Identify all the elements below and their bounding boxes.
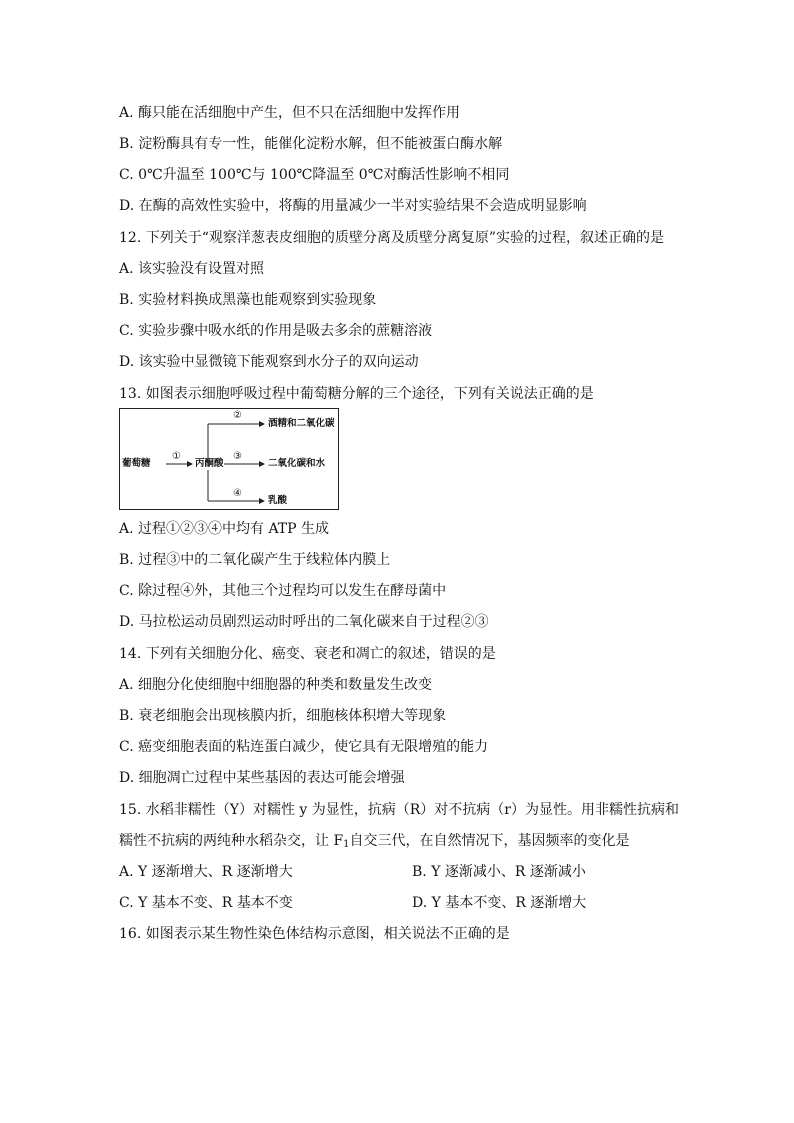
q14-option-d: D. 细胞凋亡过程中某些基因的表达可能会增强 bbox=[119, 770, 405, 786]
q12-option-b: B. 实验材料换成黑藻也能观察到实验现象 bbox=[119, 292, 377, 308]
q13-stem: 13. 如图表示细胞呼吸过程中葡萄糖分解的三个途径，下列有关说法正确的是 bbox=[119, 386, 594, 402]
q14-option-a: A. 细胞分化使细胞中细胞器的种类和数量发生改变 bbox=[119, 677, 433, 693]
q15-stem-line-1: 15. 水稻非糯性（Y）对糯性 y 为显性，抗病（R）对不抗病（r）为显性。用非糯性抗病和 bbox=[119, 802, 679, 818]
q15-stem-text-a: 糯性不抗病的两纯种水稻杂交，让 F bbox=[119, 833, 344, 849]
label-glucose: 葡萄糖 bbox=[122, 458, 151, 469]
step-2-marker: ② bbox=[233, 410, 242, 421]
q14-stem: 14. 下列有关细胞分化、癌变、衰老和凋亡的叙述，错误的是 bbox=[119, 646, 496, 662]
q11-option-b: B. 淀粉酶具有专一性，能催化淀粉水解，但不能被蛋白酶水解 bbox=[119, 136, 503, 152]
q15-option-a: A. Y 逐渐增大、R 逐渐增大 bbox=[119, 864, 293, 880]
q15-option-c: C. Y 基本不变、R 基本不变 bbox=[119, 895, 293, 911]
q12-option-d: D. 该实验中显微镜下能观察到水分子的双向运动 bbox=[119, 354, 419, 370]
q13-option-c: C. 除过程④外，其他三个过程均可以发生在酵母菌中 bbox=[119, 583, 447, 599]
q15-option-b: B. Y 逐渐减小、R 逐渐减小 bbox=[412, 864, 586, 880]
q11-option-c: C. 0℃升温至 100℃与 100℃降温至 0℃对酶活性影响不相同 bbox=[119, 167, 510, 183]
q14-option-c: C. 癌变细胞表面的粘连蛋白减少，使它具有无限增殖的能力 bbox=[119, 739, 489, 755]
q16-stem: 16. 如图表示某生物性染色体结构示意图，相关说法不正确的是 bbox=[119, 926, 510, 942]
q14-option-b: B. 衰老细胞会出现核膜内折，细胞核体积增大等现象 bbox=[119, 708, 447, 724]
label-alcohol-co2: 酒精和二氧化碳 bbox=[268, 418, 335, 429]
q12-stem: 12. 下列关于“观察洋葱表皮细胞的质壁分离及质壁分离复原”实验的过程，叙述正确的是 bbox=[119, 230, 665, 246]
q12-option-a: A. 该实验没有设置对照 bbox=[119, 261, 265, 277]
q15-option-d: D. Y 基本不变、R 逐渐增大 bbox=[412, 895, 587, 911]
q12-option-c: C. 实验步骤中吸水纸的作用是吸去多余的蔗糖溶液 bbox=[119, 323, 433, 339]
q11-option-d: D. 在酶的高效性实验中，将酶的用量减少一半对实验结果不会造成明显影响 bbox=[119, 198, 587, 214]
step-3-marker: ③ bbox=[233, 451, 242, 462]
q13-option-a: A. 过程①②③④中均有 ATP 生成 bbox=[119, 521, 330, 537]
step-4-marker: ④ bbox=[233, 488, 242, 499]
q15-stem-line-2 bbox=[119, 832, 630, 854]
label-pyruvate: 丙酮酸 bbox=[195, 458, 224, 469]
q11-option-a: A. 酶只能在活细胞中产生，但不只在活细胞中发挥作用 bbox=[119, 105, 461, 121]
q13-option-d: D. 马拉松运动员剧烈运动时呼出的二氧化碳来自于过程②③ bbox=[119, 614, 489, 630]
label-lactic-acid: 乳酸 bbox=[268, 495, 288, 506]
label-co2-water: 二氧化碳和水 bbox=[268, 458, 326, 469]
q15-stem-text-b: 自交三代，在自然情况下，基因频率的变化是 bbox=[349, 833, 630, 849]
respiration-pathway-diagram bbox=[119, 408, 339, 510]
q15-subscript: 1 bbox=[343, 839, 350, 850]
q13-option-b: B. 过程③中的二氧化碳产生于线粒体内膜上 bbox=[119, 552, 391, 568]
step-1-marker: ① bbox=[172, 451, 181, 462]
